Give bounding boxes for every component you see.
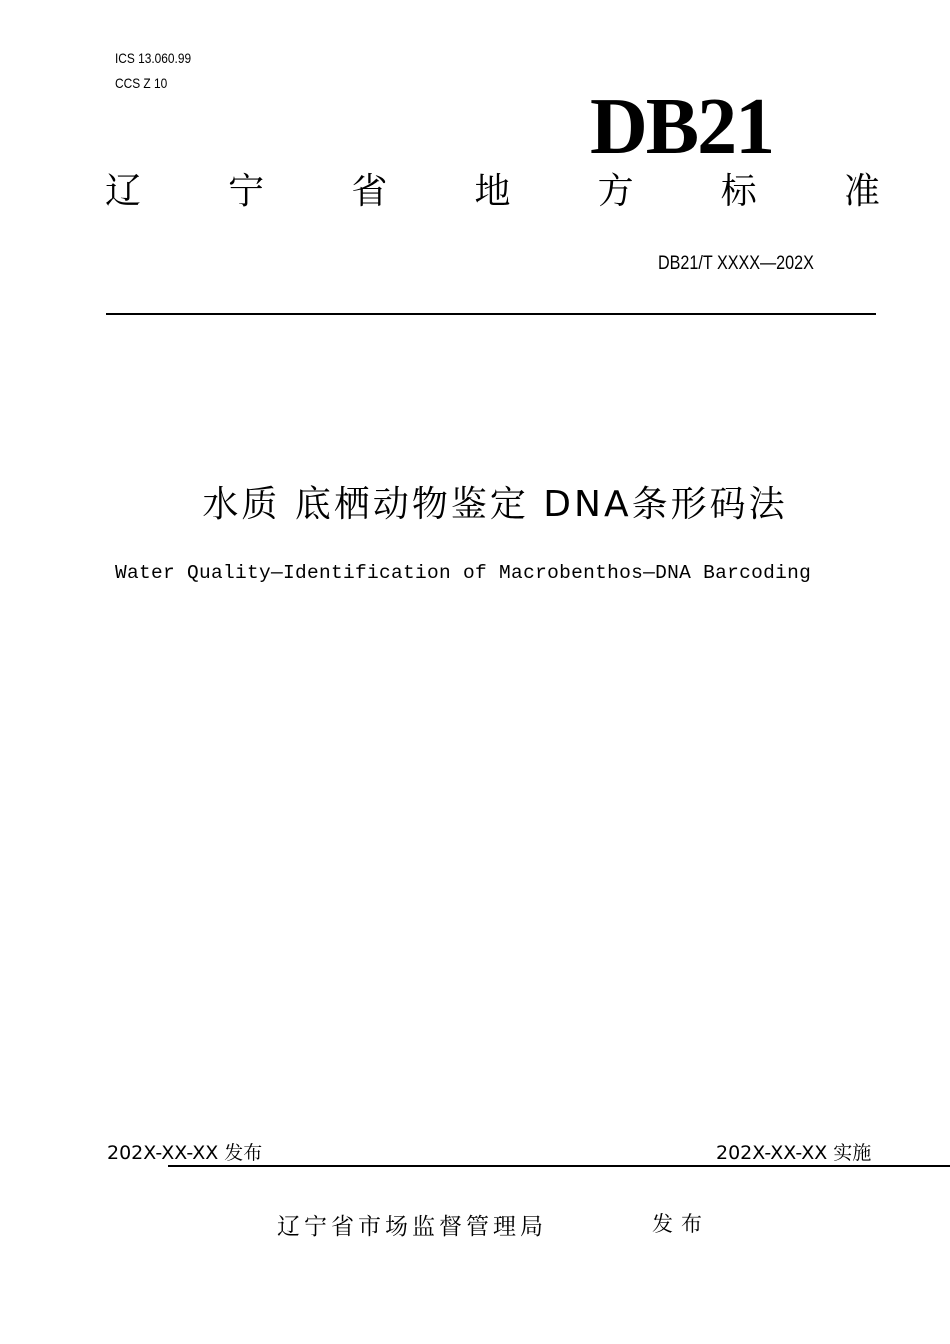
- standard-type-char: 地: [474, 171, 511, 212]
- implement-date: 202X-XX-XX 实施: [716, 1142, 872, 1164]
- publish-date: 202X-XX-XX 发布: [107, 1142, 263, 1164]
- title-english: Water Quality—Identification of Macrobenthos—DNA Barcoding: [115, 562, 812, 584]
- header-divider: [106, 313, 876, 315]
- issue-label: 发布: [652, 1212, 710, 1236]
- standard-type-char: 宁: [228, 171, 265, 212]
- standard-type-char: 方: [597, 171, 634, 212]
- ics-code: ICS 13.060.99: [115, 50, 192, 66]
- standard-type-char: 标: [720, 171, 757, 212]
- issuer: 辽宁省市场监督管理局: [277, 1214, 547, 1240]
- standard-type: [105, 170, 880, 214]
- db21-logo: DB21: [590, 83, 774, 171]
- standard-type-char: 省: [351, 171, 388, 212]
- standard-number: DB21/T XXXX—202X: [658, 253, 814, 274]
- ccs-code: CCS Z 10: [115, 75, 168, 91]
- standard-type-char: 准: [843, 171, 880, 212]
- title-chinese: 水质 底栖动物鉴定 DNA条形码法: [202, 484, 788, 525]
- standard-type-char: 辽: [105, 171, 142, 212]
- footer-divider: [168, 1165, 950, 1167]
